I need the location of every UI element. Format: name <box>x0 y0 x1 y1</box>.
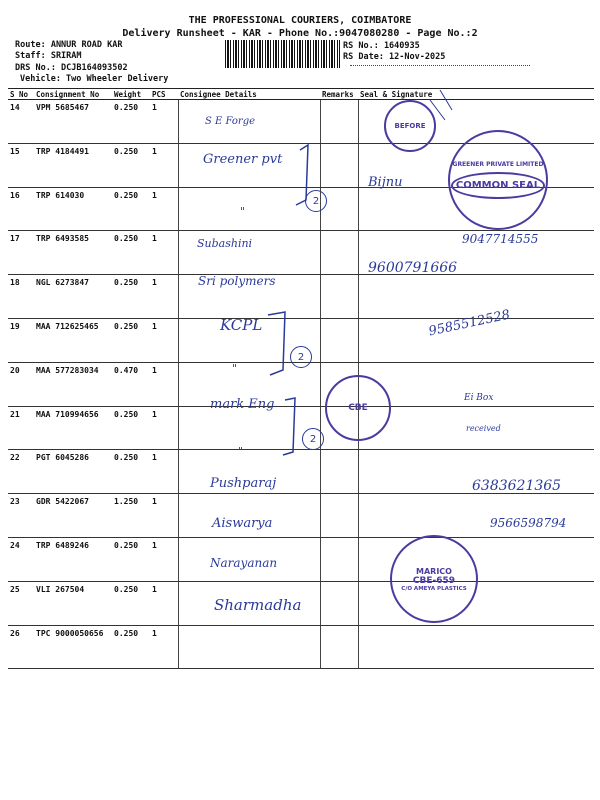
note-22: received <box>466 424 501 433</box>
hw-name-14: S E Forge <box>205 116 256 127</box>
marico-stamp <box>390 535 478 623</box>
drs-label: DRS No.: DCJB164093502 <box>15 63 128 73</box>
cell-weight: 0.470 <box>112 362 150 406</box>
greener-seal <box>448 130 548 230</box>
cell-pcs: 1 <box>150 450 178 494</box>
cell-pcs: 1 <box>150 187 178 231</box>
hw-name-16: " <box>240 205 246 218</box>
cell-sno: 19 <box>8 318 34 362</box>
cell-consignment: TPC 9000050656 <box>34 625 112 669</box>
vehicle-label: Vehicle: Two Wheeler Delivery <box>20 74 169 84</box>
hw-name-19: KCPL <box>220 316 263 334</box>
hw-name-15: Greener pvt <box>203 152 283 167</box>
cell-weight: 0.250 <box>112 625 150 669</box>
cell-weight: 0.250 <box>112 231 150 275</box>
count-circle-2: 2 <box>290 346 312 368</box>
hw-name-23: Pushparaj <box>210 476 277 491</box>
cell-consignment: MAA 712625465 <box>34 318 112 362</box>
cbe-stamp <box>325 375 391 441</box>
bracket-19-20 <box>268 312 285 375</box>
phone-19: 9585512528 <box>427 307 512 340</box>
before-stamp-text: BEFORE <box>394 122 426 130</box>
note-21: Ei Box <box>464 393 494 403</box>
cell-pcs: 1 <box>150 231 178 275</box>
hw-name-20: " <box>232 362 238 375</box>
hw-name-17: Subashini <box>197 237 253 250</box>
cell-weight: 1.250 <box>112 494 150 538</box>
cell-weight: 0.250 <box>112 318 150 362</box>
before-stamp <box>384 100 436 152</box>
cell-sno: 17 <box>8 231 34 275</box>
cell-pcs: 1 <box>150 494 178 538</box>
cell-pcs: 1 <box>150 406 178 450</box>
cell-sno: 22 <box>8 450 34 494</box>
rs-number: RS No.: 1640935 <box>343 41 420 51</box>
cell-consignment: TRP 6489246 <box>34 537 112 581</box>
bracket-21-22 <box>283 398 295 455</box>
cbe-stamp-text: CBE <box>348 403 368 413</box>
cell-pcs: 1 <box>150 318 178 362</box>
cell-consignment: MAA 710994656 <box>34 406 112 450</box>
cell-sno: 23 <box>8 494 34 538</box>
count-circle-1: 2 <box>305 190 327 212</box>
cell-consignment: NGL 6273847 <box>34 275 112 319</box>
cell-weight: 0.250 <box>112 406 150 450</box>
company-title: THE PROFESSIONAL COURIERS, COIMBATORE <box>188 15 412 26</box>
col-pcs: PCS <box>150 89 178 100</box>
hw-name-18: Sri polymers <box>198 274 276 288</box>
cell-pcs: 1 <box>150 362 178 406</box>
col-consignee: Consignee Details <box>178 89 320 100</box>
col-consignment: Consignment No <box>34 89 112 100</box>
signature-15: Bijnu <box>368 175 403 190</box>
cell-consignment: VPM 5685467 <box>34 100 112 144</box>
cell-pcs: 1 <box>150 143 178 187</box>
cell-weight: 0.250 <box>112 537 150 581</box>
hw-name-25: Narayanan <box>210 556 278 570</box>
count-circle-3: 2 <box>302 428 324 450</box>
col-sno: S No <box>8 89 34 100</box>
hw-name-26: Sharmadha <box>214 596 302 614</box>
cell-sno: 24 <box>8 537 34 581</box>
cell-consignment: TRP 4184491 <box>34 143 112 187</box>
cell-sno: 25 <box>8 581 34 625</box>
hw-name-21: mark Eng <box>210 397 275 412</box>
cell-sno: 18 <box>8 275 34 319</box>
cell-weight: 0.250 <box>112 275 150 319</box>
cell-sno: 16 <box>8 187 34 231</box>
col-remarks: Remarks <box>320 89 358 100</box>
greener-seal-center: COMMON SEAL <box>451 172 545 199</box>
cell-consignment: GDR 5422067 <box>34 494 112 538</box>
cell-weight: 0.250 <box>112 143 150 187</box>
cell-pcs: 1 <box>150 625 178 669</box>
hw-name-22: " <box>238 445 244 458</box>
phone-23: 6383621365 <box>472 478 562 494</box>
phone-18: 9600791666 <box>368 260 458 276</box>
route-label: Route: ANNUR ROAD KAR <box>15 40 123 50</box>
cell-consignment: VLI 267504 <box>34 581 112 625</box>
greener-seal-ring: GREENER PRIVATE LIMITED <box>452 161 544 168</box>
cell-weight: 0.250 <box>112 450 150 494</box>
runsheet-subtitle: Delivery Runsheet - KAR - Phone No.:9047080280 - Page No.:2 <box>122 28 478 39</box>
cell-pcs: 1 <box>150 275 178 319</box>
cell-consignment: PGT 6045286 <box>34 450 112 494</box>
marico-stamp-sub: C/O AMEYA PLASTICS <box>401 585 467 592</box>
marico-stamp-ring: MARICO <box>416 566 452 576</box>
cell-sno: 20 <box>8 362 34 406</box>
phone-17: 9047714555 <box>462 232 539 246</box>
cell-weight: 0.250 <box>112 187 150 231</box>
cell-consignment: TRP 6493585 <box>34 231 112 275</box>
rs-date: RS Date: 12-Nov-2025 <box>343 52 446 62</box>
cell-pcs: 1 <box>150 581 178 625</box>
cell-sno: 26 <box>8 625 34 669</box>
hw-name-24: Aiswarya <box>212 516 273 531</box>
marico-stamp-center: CBE-659 <box>412 575 456 586</box>
phone-24: 9566598794 <box>490 516 567 530</box>
cell-weight: 0.250 <box>112 581 150 625</box>
cell-pcs: 1 <box>150 537 178 581</box>
cell-pcs: 1 <box>150 100 178 144</box>
col-weight: Weight <box>112 89 150 100</box>
cell-sno: 15 <box>8 143 34 187</box>
cell-consignment: MAA 577283034 <box>34 362 112 406</box>
cell-consignment: TRP 614030 <box>34 187 112 231</box>
cell-sno: 14 <box>8 100 34 144</box>
col-seal: Seal & Signature <box>358 89 594 100</box>
cell-weight: 0.250 <box>112 100 150 144</box>
cell-sno: 21 <box>8 406 34 450</box>
staff-label: Staff: SRIRAM <box>15 51 82 61</box>
